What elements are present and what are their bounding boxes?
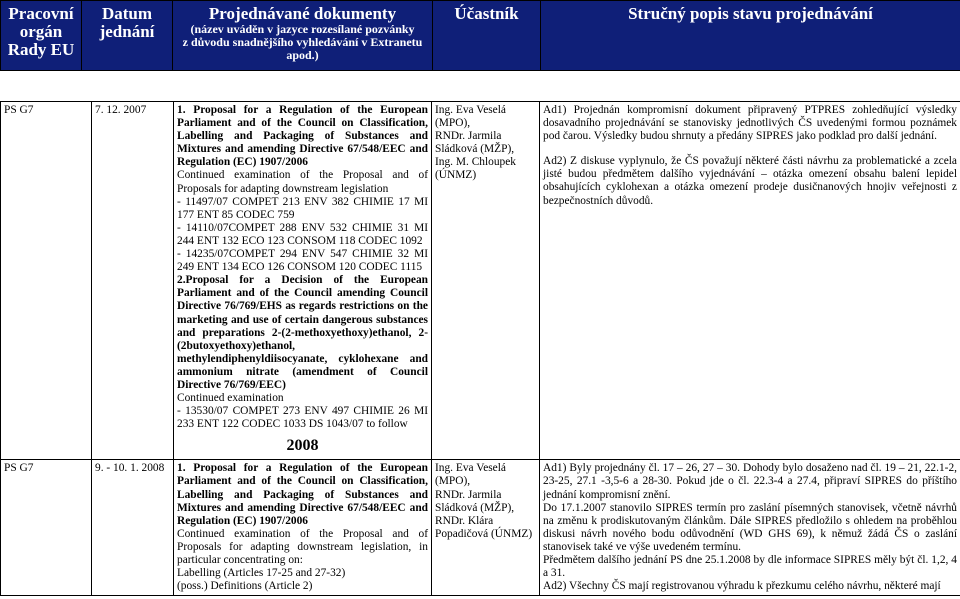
row2-date: 9. - 10. 1. 2008: [92, 460, 174, 596]
header-documents: [173, 1, 433, 71]
status-paragraph: Ad1) Byly projednány čl. 17 – 26, 27 – 30. Dohody bylo dosaženo nad čl. 19 – 21, 22.1-2, 23-25, 27.1 -3,5-6 a 28-30. Pokud jde o čl. 22.3-4 a 27.4, připraví SIPRES do příštího jednání kompromisní znění.: [543, 462, 957, 501]
header-status: [541, 1, 960, 71]
header-date-line2: jednání: [99, 22, 155, 41]
status-paragraph: Ad1) Projednán kompromisní dokument připravený PTPRES zohledňující výsledky dosavadního projednávání se stanovisky jednotlivých ČS uvedenými formou poznámek pod čarou. Výsledky budou shrnuty a předány SIPRES jako podklad pro další jednání.: [543, 104, 957, 143]
row2-status: [540, 460, 960, 596]
header-status-title: Stručný popis stavu projednávání: [628, 4, 873, 23]
row1-date: 7. 12. 2007: [92, 102, 174, 460]
header-table: [0, 0, 960, 71]
row1-doc1-ref: - 14110/07COMPET 288 ENV 532 CHIMIE 31 MI 244 ENT 132 ECO 123 CONSOM 118 CODEC 1092: [177, 221, 428, 247]
header-date: [82, 1, 173, 71]
status-paragraph: Předmětem dalšího jednání PS dne 25.1.2008 by dle informace SIPRES měly být čl. 1,2, 4 a 31.: [543, 554, 957, 580]
row1-documents: [174, 102, 432, 460]
row1-doc1-title: 1. Proposal for a Regulation of the European Parliament and of the Council on Classification, Labelling and Packaging of Substances and Mixtures and amending Directive 67/548/EEC and Regulation (EC) 1907/2006: [177, 104, 428, 169]
header-organ-line2: orgán: [19, 22, 63, 41]
header-documents-note3: apod.): [286, 48, 319, 62]
row1-participants: [432, 102, 540, 460]
row2-doc1-title: 1. Proposal for a Regulation of the European Parliament and of the Council on Classification, Labelling and Packaging of Substances and Mixtures and amending Directive 67/548/EEC and Regulation (EC) 1907/2006: [177, 462, 428, 527]
participant: RNDr. Klára Popadičová (ÚNMZ): [435, 514, 533, 540]
year-label: 2008: [286, 437, 319, 455]
row2-doc1-item: Labelling (Articles 17-25 and 27-32): [177, 567, 346, 580]
participant: Ing. Eva Veselá (MPO),: [435, 104, 506, 130]
status-paragraph: Do 17.1.2007 stanovilo SIPRES termín pro zaslání písemných stanovisek, včetně návrhů na změnu k prodiskutovaným článkům. Dále SIPRES předložilo s ohledem na proběhlou diskusi návrh nového bodu odůvodnění (WD GHS 69), k němuž žádá ČS o zaslání stanovisek také ve výše uvedeném termínu.: [543, 501, 957, 553]
row2-doc1-item: (poss.) Definitions (Article 2): [177, 580, 313, 593]
row1-doc1-ref: - 14235/07COMPET 294 ENV 547 CHIMIE 32 MI 249 ENT 134 ECO 126 CONSOM 120 CODEC 1115: [177, 248, 428, 274]
table-row: [1, 102, 960, 460]
header-organ: [1, 1, 82, 71]
row1-doc1-note: Continued examination of the Proposal and of Proposals for adapting downstream legislation: [177, 169, 428, 195]
row2-doc1-note: Continued examination of the Proposal and of Proposals for adapting downstream legislation, in particular concentrating on:: [177, 527, 428, 566]
header-participant: [433, 1, 541, 71]
row2-participants: [432, 460, 540, 596]
row1-doc2-title: 2.Proposal for a Decision of the European Parliament and of the Council amending Council Directive 76/769/EHS as regards restrictions on the marketing and use of certain dangerous substances and preparations 2-(2-methoxyethoxy)ethanol, 2-(2butoxyethoxy)ethanol, methylendiphenyldiisocyanate, cyklohexane and ammonium nitrate (amendment of Council Directive 76/769/EEC): [177, 274, 428, 391]
row2-organ: PS G7: [1, 460, 92, 596]
header-date-line1: Datum: [101, 4, 153, 23]
header-documents-note2: z důvodu snadnějšího vyhledávání v Extranetu: [182, 35, 423, 49]
status-paragraph: Ad2) Z diskuse vyplynulo, že ČS považují některé části návrhu za problematické a zcela jisté budou předmětem dalšího vyjednávání – otázka omezení obsahu balení lepidel obsahujících cyklohexan a otázka omezení prodeje dusičnanových hnojiv veřejnosti z bezpečnostních důvodů.: [543, 155, 957, 207]
row1-organ: PS G7: [1, 102, 92, 460]
participant: Ing. Eva Veselá (MPO),: [435, 462, 506, 488]
participant: Ing. M. Chloupek (ÚNMZ): [435, 156, 516, 182]
row1-doc2-ref: - 13530/07 COMPET 273 ENV 497 CHIMIE 26 MI 233 ENT 122 CODEC 1033 DS 1043/07 to follow: [177, 405, 428, 431]
header-participant-title: Účastník: [454, 4, 519, 23]
row2-documents: [174, 460, 432, 596]
header-organ-line1: Pracovní: [8, 4, 74, 23]
header-documents-title: Projednávané dokumenty: [208, 4, 397, 23]
participant: RNDr. Jarmila Sládková (MŽP),: [435, 488, 515, 514]
header-documents-note1: (název uváděn v jazyce rozesílané pozvánky: [190, 22, 415, 36]
row1-doc1-ref: - 11497/07 COMPET 213 ENV 382 CHIMIE 17 MI 177 ENT 85 CODEC 759: [177, 195, 428, 221]
header-organ-line3: Rady EU: [7, 40, 75, 59]
status-paragraph: Ad2) Všechny ČS mají registrovanou výhradu k přezkumu celého návrhu, některé mají: [543, 580, 941, 593]
table-row: [1, 460, 960, 596]
row1-status: [540, 102, 960, 460]
meetings-table: [0, 101, 960, 596]
participant: RNDr. Jarmila Sládková (MŽP),: [435, 130, 515, 156]
row1-doc2-note: Continued examination: [177, 392, 284, 405]
